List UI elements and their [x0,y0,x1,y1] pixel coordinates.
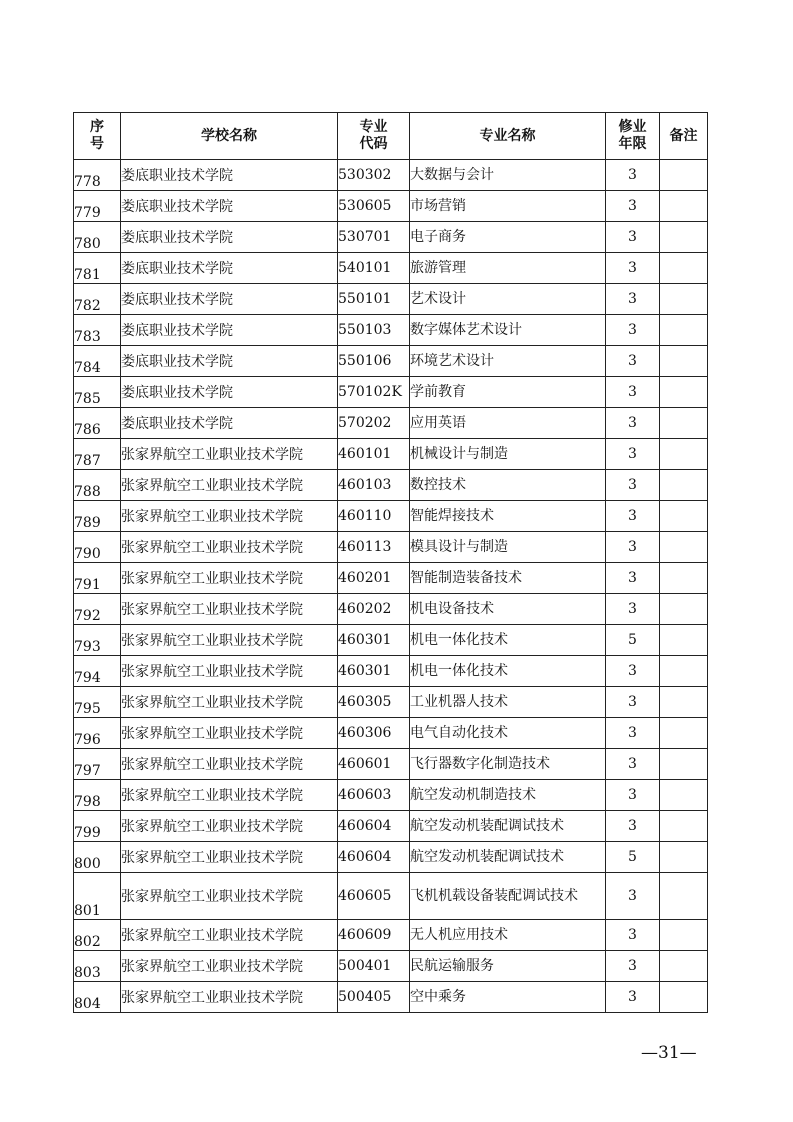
row-number: 779 [74,191,121,222]
table-row [74,470,708,501]
study-years: 3 [606,873,660,920]
school-name: 张家界航空工业职业技术学院 [121,594,338,625]
major-name: 航空发动机装配调试技术 [410,811,606,842]
row-number: 778 [74,160,121,191]
major-name: 环境艺术设计 [410,346,606,377]
study-years: 3 [606,191,660,222]
table-row [74,160,708,191]
header-years-text: 修业 年限 [618,119,647,152]
remark [660,842,708,873]
school-name: 张家界航空工业职业技术学院 [121,687,338,718]
table-row [74,408,708,439]
study-years: 3 [606,563,660,594]
table-row [74,718,708,749]
row-number: 792 [74,594,121,625]
study-years: 3 [606,656,660,687]
study-years: 3 [606,780,660,811]
study-years: 3 [606,718,660,749]
major-code: 460202 [338,594,410,625]
major-code: 540101 [338,253,410,284]
study-years: 5 [606,625,660,656]
remark [660,346,708,377]
school-name: 张家界航空工业职业技术学院 [121,718,338,749]
remark [660,532,708,563]
school-name: 娄底职业技术学院 [121,222,338,253]
major-name: 数字媒体艺术设计 [410,315,606,346]
row-number: 796 [74,718,121,749]
major-name: 机电设备技术 [410,594,606,625]
study-years: 3 [606,160,660,191]
table-row [74,594,708,625]
remark [660,982,708,1013]
remark [660,377,708,408]
major-code: 550103 [338,315,410,346]
major-name: 电气自动化技术 [410,718,606,749]
remark [660,920,708,951]
major-code: 530701 [338,222,410,253]
school-name: 张家界航空工业职业技术学院 [121,873,338,920]
major-name: 航空发动机制造技术 [410,780,606,811]
row-number: 790 [74,532,121,563]
row-number: 789 [74,501,121,532]
table-row [74,501,708,532]
major-code: 460101 [338,439,410,470]
row-number: 791 [74,563,121,594]
row-number: 801 [74,873,121,920]
header-seq [74,113,121,160]
table-row [74,920,708,951]
school-name: 娄底职业技术学院 [121,191,338,222]
major-name: 无人机应用技术 [410,920,606,951]
school-name: 张家界航空工业职业技术学院 [121,749,338,780]
study-years: 3 [606,920,660,951]
major-code: 570102K [338,377,410,408]
major-name: 艺术设计 [410,284,606,315]
school-name: 娄底职业技术学院 [121,377,338,408]
major-name: 智能制造装备技术 [410,563,606,594]
row-number: 797 [74,749,121,780]
row-number: 794 [74,656,121,687]
school-name: 张家界航空工业职业技术学院 [121,625,338,656]
remark [660,315,708,346]
study-years: 3 [606,532,660,563]
school-name: 张家界航空工业职业技术学院 [121,951,338,982]
study-years: 3 [606,501,660,532]
remark [660,439,708,470]
remark [660,687,708,718]
major-name: 学前教育 [410,377,606,408]
major-code: 550101 [338,284,410,315]
header-years [606,113,660,160]
remark [660,191,708,222]
header-code-text: 专业 代码 [359,119,388,152]
study-years: 3 [606,346,660,377]
remark [660,625,708,656]
row-number: 799 [74,811,121,842]
study-years: 3 [606,811,660,842]
remark [660,951,708,982]
major-name: 工业机器人技术 [410,687,606,718]
major-name: 应用英语 [410,408,606,439]
header-seq-text: 序 号 [90,119,104,152]
school-name: 张家界航空工业职业技术学院 [121,811,338,842]
page-number: —31— [641,1043,697,1063]
school-name: 娄底职业技术学院 [121,160,338,191]
school-name: 张家界航空工业职业技术学院 [121,470,338,501]
remark [660,470,708,501]
table-row [74,377,708,408]
table-row [74,982,708,1013]
table-row [74,532,708,563]
study-years: 3 [606,594,660,625]
row-number: 785 [74,377,121,408]
major-code: 460605 [338,873,410,920]
remark [660,253,708,284]
remark [660,749,708,780]
school-name: 张家界航空工业职业技术学院 [121,920,338,951]
study-years: 3 [606,377,660,408]
table-row [74,842,708,873]
school-name: 张家界航空工业职业技术学院 [121,563,338,594]
header-row [74,113,708,160]
major-name: 民航运输服务 [410,951,606,982]
remark [660,718,708,749]
table-row [74,563,708,594]
study-years: 3 [606,284,660,315]
major-code: 550106 [338,346,410,377]
row-number: 783 [74,315,121,346]
header-major: 专业名称 [410,113,606,160]
school-name: 张家界航空工业职业技术学院 [121,501,338,532]
school-name: 娄底职业技术学院 [121,408,338,439]
major-code: 530605 [338,191,410,222]
school-name: 娄底职业技术学院 [121,315,338,346]
row-number: 795 [74,687,121,718]
remark [660,780,708,811]
table-body [74,160,708,1013]
major-name: 空中乘务 [410,982,606,1013]
major-code: 460305 [338,687,410,718]
table-row [74,191,708,222]
school-name: 张家界航空工业职业技术学院 [121,532,338,563]
school-name: 娄底职业技术学院 [121,253,338,284]
major-code: 460604 [338,842,410,873]
remark [660,160,708,191]
study-years: 5 [606,842,660,873]
row-number: 802 [74,920,121,951]
table-row [74,222,708,253]
row-number: 786 [74,408,121,439]
school-name: 张家界航空工业职业技术学院 [121,842,338,873]
school-name: 娄底职业技术学院 [121,284,338,315]
table-row [74,749,708,780]
major-code: 500405 [338,982,410,1013]
remark [660,501,708,532]
school-name: 张家界航空工业职业技术学院 [121,982,338,1013]
table-row [74,253,708,284]
major-name: 机电一体化技术 [410,656,606,687]
major-code: 460603 [338,780,410,811]
row-number: 781 [74,253,121,284]
table-row [74,656,708,687]
major-name: 飞机机载设备装配调试技术 [410,873,606,920]
table-row [74,951,708,982]
school-name: 张家界航空工业职业技术学院 [121,780,338,811]
table-row [74,873,708,920]
row-number: 804 [74,982,121,1013]
remark [660,284,708,315]
major-name: 大数据与会计 [410,160,606,191]
header-code [338,113,410,160]
row-number: 803 [74,951,121,982]
major-code: 460601 [338,749,410,780]
remark [660,222,708,253]
major-name: 电子商务 [410,222,606,253]
remark [660,408,708,439]
row-number: 782 [74,284,121,315]
row-number: 800 [74,842,121,873]
remark [660,873,708,920]
major-code: 460113 [338,532,410,563]
study-years: 3 [606,470,660,501]
remark [660,563,708,594]
remark [660,811,708,842]
study-years: 3 [606,749,660,780]
table-row [74,346,708,377]
major-code: 460301 [338,625,410,656]
row-number: 780 [74,222,121,253]
table-row [74,625,708,656]
study-years: 3 [606,222,660,253]
row-number: 798 [74,780,121,811]
row-number: 788 [74,470,121,501]
major-code: 500401 [338,951,410,982]
table-row [74,439,708,470]
remark [660,656,708,687]
study-years: 3 [606,439,660,470]
major-code: 460604 [338,811,410,842]
table-row [74,811,708,842]
major-code: 460301 [338,656,410,687]
study-years: 3 [606,253,660,284]
major-code: 570202 [338,408,410,439]
major-name: 智能焊接技术 [410,501,606,532]
major-name: 数控技术 [410,470,606,501]
row-number: 787 [74,439,121,470]
study-years: 3 [606,951,660,982]
major-code: 460201 [338,563,410,594]
major-code: 460110 [338,501,410,532]
major-name: 市场营销 [410,191,606,222]
major-name: 飞行器数字化制造技术 [410,749,606,780]
major-name: 机电一体化技术 [410,625,606,656]
major-code: 460103 [338,470,410,501]
study-years: 3 [606,315,660,346]
major-code: 460609 [338,920,410,951]
study-years: 3 [606,408,660,439]
school-name: 张家界航空工业职业技术学院 [121,656,338,687]
table-row [74,315,708,346]
table-row [74,284,708,315]
major-code: 460306 [338,718,410,749]
study-years: 3 [606,982,660,1013]
school-name: 娄底职业技术学院 [121,346,338,377]
school-name: 张家界航空工业职业技术学院 [121,439,338,470]
major-name: 机械设计与制造 [410,439,606,470]
major-name: 模具设计与制造 [410,532,606,563]
major-code: 530302 [338,160,410,191]
major-name: 航空发动机装配调试技术 [410,842,606,873]
remark [660,594,708,625]
row-number: 793 [74,625,121,656]
study-years: 3 [606,687,660,718]
header-school: 学校名称 [121,113,338,160]
major-list-table [73,112,708,1013]
table-row [74,780,708,811]
table-row [74,687,708,718]
major-name: 旅游管理 [410,253,606,284]
header-notes: 备注 [660,113,708,160]
row-number: 784 [74,346,121,377]
